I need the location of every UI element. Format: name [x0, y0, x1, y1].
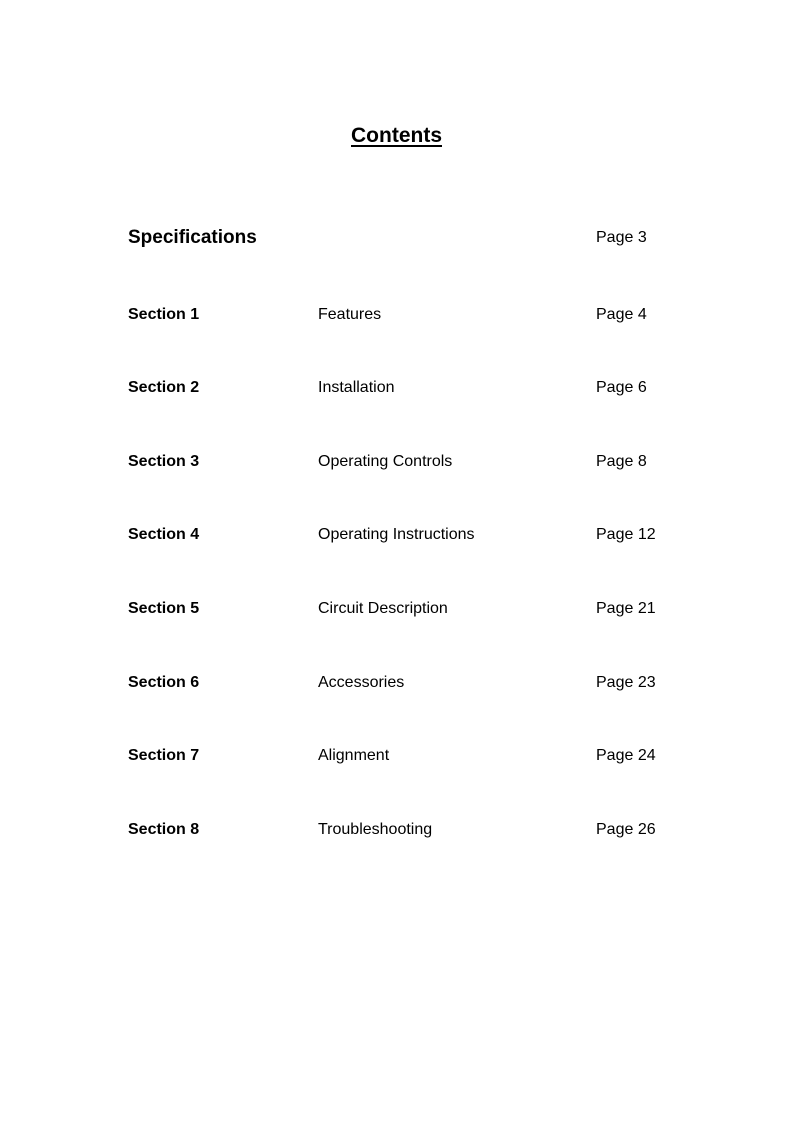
toc-section-title: Troubleshooting [318, 821, 433, 838]
toc-page-number: Page 21 [596, 600, 656, 617]
toc-row [0, 747, 793, 771]
toc-section-number: Section 5 [128, 600, 200, 617]
toc-section-number: Section 6 [128, 674, 200, 691]
toc-section-number: Section 3 [128, 453, 200, 470]
toc-page-number: Page 8 [596, 453, 647, 470]
toc-section-number: Section 8 [128, 821, 200, 838]
toc-row [0, 453, 793, 477]
toc-section-title: Circuit Description [318, 600, 448, 617]
toc-section-title: Operating Controls [318, 453, 453, 470]
toc-row [0, 821, 793, 845]
toc-row [0, 379, 793, 403]
toc-section-title: Features [318, 306, 382, 323]
toc-row [0, 674, 793, 698]
toc-page-number: Page 12 [596, 526, 656, 543]
toc-row-specifications [0, 229, 793, 253]
toc-row [0, 600, 793, 624]
toc-section-number: Section 1 [128, 306, 200, 323]
toc-row [0, 526, 793, 550]
toc-section-title: Accessories [318, 674, 405, 691]
toc-section-number: Section 2 [128, 379, 200, 396]
toc-section-title: Operating Instructions [318, 526, 475, 543]
toc-page-number: Page 6 [596, 379, 647, 396]
toc-section-title: Alignment [318, 747, 390, 764]
toc-section-number: Section 7 [128, 747, 200, 764]
toc-page-number: Page 24 [596, 747, 656, 764]
toc-page-number: Page 26 [596, 821, 656, 838]
toc-specifications-label: Specifications [128, 227, 257, 248]
toc-page-number: Page 23 [596, 674, 656, 691]
toc-page-number: Page 3 [596, 229, 647, 246]
toc-row [0, 306, 793, 330]
page-title: Contents [351, 124, 442, 147]
toc-section-number: Section 4 [128, 526, 200, 543]
toc-section-title: Installation [318, 379, 395, 396]
toc-page-number: Page 4 [596, 306, 647, 323]
